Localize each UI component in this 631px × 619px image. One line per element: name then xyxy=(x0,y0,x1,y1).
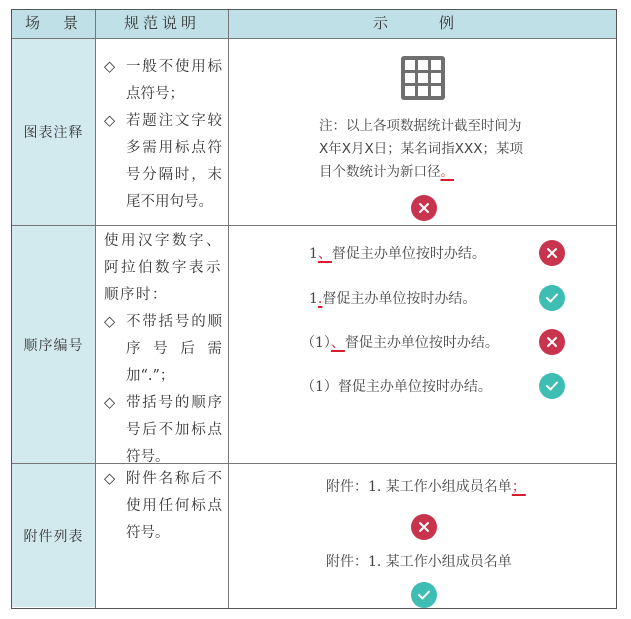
wrong-icon xyxy=(411,514,437,540)
example-sequence-number xyxy=(229,226,616,463)
wrong-icon xyxy=(539,329,565,355)
example-line: （1）、督促主办单位按时办结。 xyxy=(229,329,618,355)
correct-icon xyxy=(539,285,565,311)
rule-item: ◇ 不带括号的顺序号后需加“.”； xyxy=(104,309,222,390)
header-example: 示 例 xyxy=(229,10,616,38)
scene-attachment-list: 附件列表 xyxy=(12,464,95,607)
chart-note-text: 注：以上各项数据统计截至时间为 X年X月X日；某名词指XXX；某项 目个数统计为新口径。 xyxy=(319,118,523,180)
rules-chart-note xyxy=(104,54,222,216)
wrong-punctuation-mark: 、 xyxy=(317,246,332,262)
diamond-bullet-icon: ◇ xyxy=(104,395,116,411)
rules-attachment-list xyxy=(104,466,222,547)
diamond-bullet-icon: ◇ xyxy=(104,314,116,330)
punctuation-rules-table xyxy=(11,9,617,609)
rule-item: ◇ 若题注文字较多需用标点符号分隔时，末尾不用句号。 xyxy=(104,108,222,216)
rule-item: ◇ 一般不使用标点符号； xyxy=(104,54,222,108)
correct-punctuation-mark: . xyxy=(317,291,323,307)
rule-intro: 使用汉字数字、阿拉伯数字表示顺序时： xyxy=(104,233,222,303)
wrong-icon xyxy=(539,240,565,266)
example-line: 1.督促主办单位按时办结。 xyxy=(229,285,618,311)
wrong-punctuation-mark: 、 xyxy=(330,335,345,351)
wrong-punctuation-mark: 。 xyxy=(440,164,454,180)
wrong-punctuation-mark: ； xyxy=(511,479,526,495)
rule-item: ◇ 带括号的顺序号后不加标点符号。 xyxy=(104,390,222,471)
table-grid-icon xyxy=(399,54,447,102)
diamond-bullet-icon: ◇ xyxy=(104,471,116,487)
correct-icon xyxy=(411,582,437,608)
example-chart-note xyxy=(229,39,616,225)
example-line: 附件：1. 某工作小组成员名单； xyxy=(326,479,526,495)
diamond-bullet-icon: ◇ xyxy=(104,59,116,75)
wrong-icon xyxy=(411,195,437,221)
header-rules: 规范说明 xyxy=(96,10,228,38)
correct-icon xyxy=(539,373,565,399)
example-line: 附件：1. 某工作小组成员名单 xyxy=(326,554,512,570)
diamond-bullet-icon: ◇ xyxy=(104,113,116,129)
header-scene: 场 景 xyxy=(12,10,95,38)
example-line: 1、督促主办单位按时办结。 xyxy=(229,240,618,266)
scene-sequence-number: 顺序编号 xyxy=(12,226,95,463)
rule-item: ◇ 附件名称后不使用任何标点符号。 xyxy=(104,466,222,547)
rules-sequence-number xyxy=(104,228,222,471)
scene-chart-note: 图表注释 xyxy=(12,39,95,225)
example-line: （1）督促主办单位按时办结。 xyxy=(229,373,618,399)
example-attachment-list xyxy=(229,464,616,607)
